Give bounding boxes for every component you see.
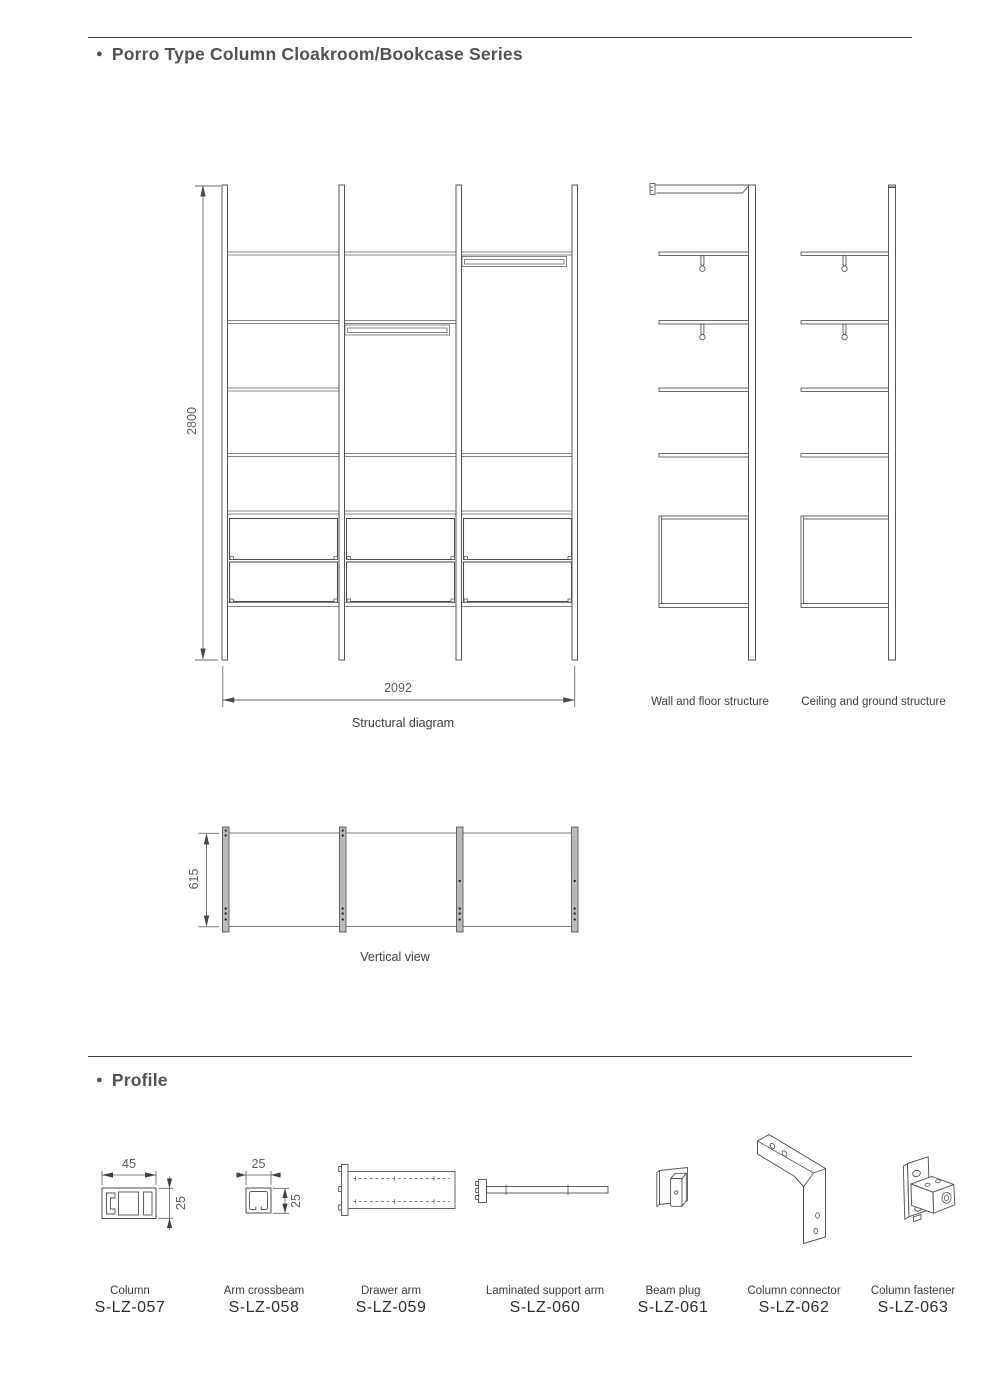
profile-part-laminated-support-arm-drawing: [476, 1180, 608, 1203]
depth-dimension: [199, 833, 220, 927]
post-holes: [225, 829, 576, 920]
part-name: Laminated support arm: [485, 1285, 605, 1297]
structural-width-dim: 2092: [384, 681, 412, 695]
bullet-icon: ●: [96, 48, 103, 60]
part-code: S-LZ-062: [758, 1298, 830, 1316]
profile-part-column-connector-drawing: [758, 1135, 826, 1244]
structural-height-dim: 2800: [185, 407, 199, 435]
part-code: S-LZ-063: [877, 1298, 949, 1316]
part-name: Column connector: [747, 1285, 841, 1297]
profile-part-column-drawing: [102, 1171, 173, 1230]
structural-diagram-drawing: [195, 185, 578, 707]
profile-part-column-fastener-drawing: [903, 1157, 955, 1222]
vertical-view-depth-dim: 615: [187, 868, 201, 890]
part-code: S-LZ-058: [228, 1298, 300, 1316]
wall-floor-label: Wall and floor structure: [651, 696, 769, 708]
vertical-posts: [223, 827, 579, 932]
part-code: S-LZ-060: [509, 1298, 581, 1316]
vertical-view-drawing: [199, 827, 579, 932]
hanging-pins: [700, 256, 705, 340]
part-name: Drawer arm: [360, 1285, 422, 1297]
part-name: Column fastener: [870, 1285, 956, 1297]
part-code: S-LZ-059: [355, 1298, 427, 1316]
hanging-pins: [842, 256, 847, 340]
vertical-view-label: Vertical view: [360, 950, 430, 964]
wall-floor-structure-drawing: [650, 184, 756, 661]
drawer-boxes: [230, 519, 572, 603]
hanger-rod-bay3: [462, 257, 567, 267]
profile-part-beam-plug-drawing: [657, 1168, 688, 1207]
part-column-height-dim: 25: [173, 1196, 188, 1210]
part-crossbeam-height-dim: 25: [289, 1193, 303, 1208]
part-code: S-LZ-061: [637, 1298, 709, 1316]
part-name: Column: [110, 1285, 150, 1297]
hanger-rod-bay2: [345, 325, 450, 335]
ceiling-ground-label: Ceiling and ground structure: [801, 696, 946, 708]
ceiling-ground-structure-drawing: [801, 185, 896, 660]
part-crossbeam-width-dim: 25: [251, 1157, 266, 1171]
bullet-icon: ●: [96, 1074, 103, 1086]
part-code: S-LZ-057: [94, 1298, 166, 1316]
part-column-width-dim: 45: [122, 1157, 136, 1171]
page-title-text: Porro Type Column Cloakroom/Bookcase Series: [111, 44, 523, 64]
part-name: Beam plug: [645, 1285, 701, 1297]
profile-part-drawer-arm-drawing: [339, 1165, 455, 1216]
profile-part-arm-crossbeam-drawing: [236, 1171, 289, 1213]
profile-title-text: Profile: [111, 1070, 168, 1090]
structural-diagram-label: Structural diagram: [351, 716, 455, 730]
part-name: Arm crossbeam: [223, 1285, 305, 1297]
